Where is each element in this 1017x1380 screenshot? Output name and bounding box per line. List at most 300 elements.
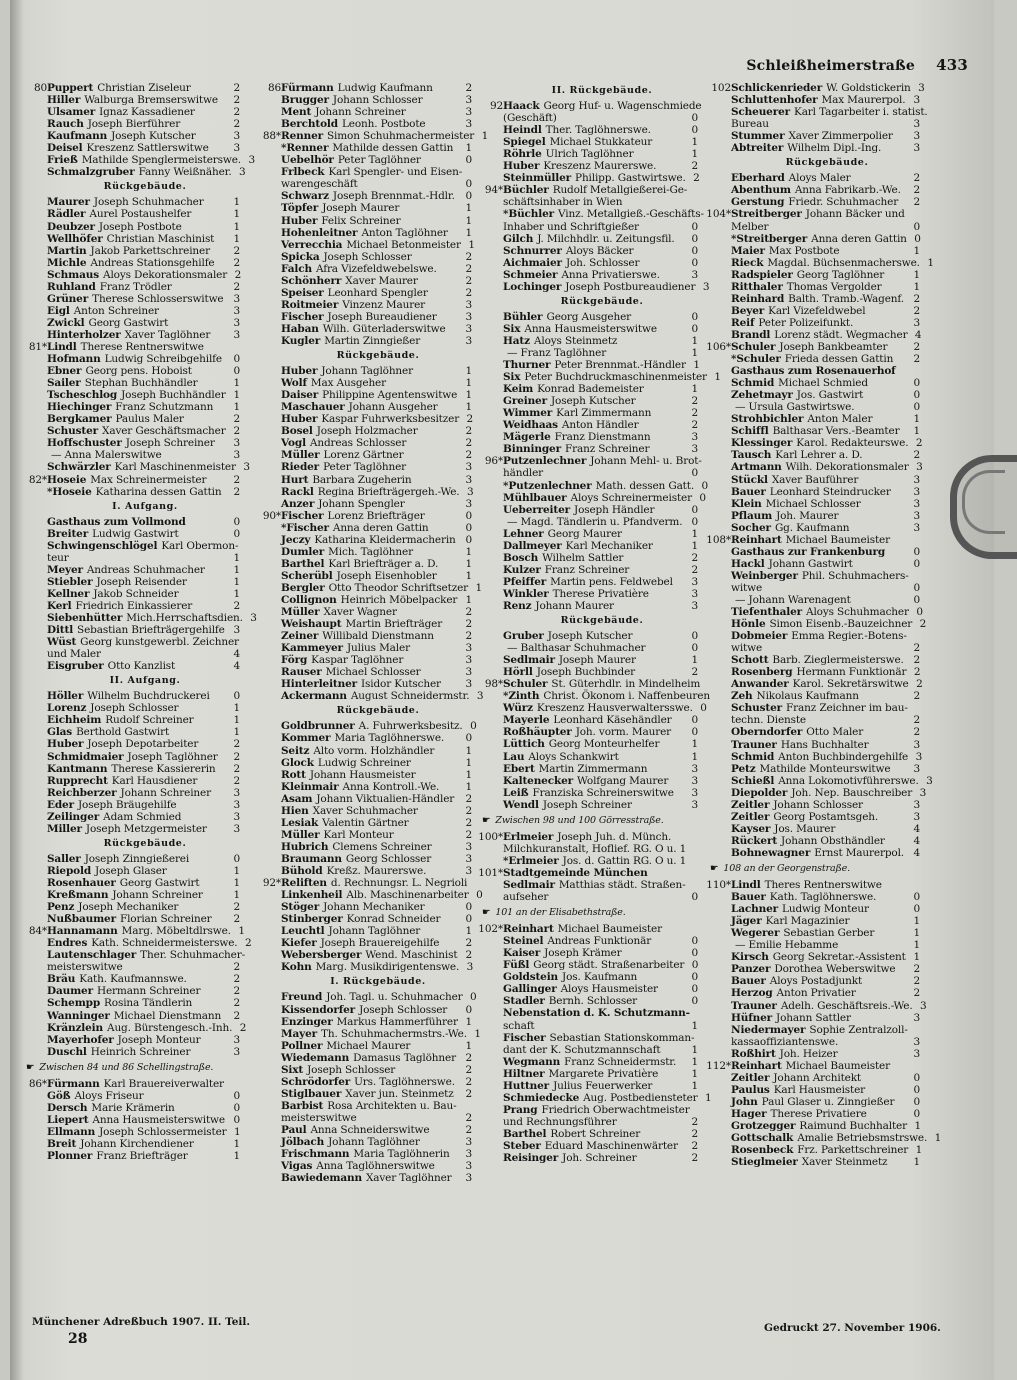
resident-occupation: Joseph Schreiner: [542, 798, 632, 811]
house-number: [704, 437, 731, 449]
house-number: 96*: [484, 455, 503, 468]
resident-occupation: Emma Regier.-Botens-: [791, 630, 907, 643]
floor-number: 3: [233, 328, 240, 341]
house-number: [254, 1124, 281, 1136]
resident-occupation: Joseph Schlosser: [90, 702, 179, 715]
directory-entry: [476, 136, 698, 148]
resident-occupation: Joseph Postbote: [98, 220, 182, 233]
house-number: [20, 106, 47, 118]
floor-number: [462, 166, 476, 178]
house-number: [254, 1172, 281, 1184]
house-number: [20, 401, 47, 413]
resident-name: Rupprecht: [47, 774, 108, 787]
floor-number: 1: [233, 726, 240, 739]
directory-entry: [476, 419, 698, 431]
directory-entry: [20, 811, 240, 823]
house-number: [476, 1152, 503, 1164]
house-number: [20, 1046, 47, 1058]
house-number: [704, 823, 731, 835]
resident-name: Liepert: [47, 1113, 89, 1126]
resident-occupation: Kath. Taglöhnerswe.: [769, 891, 877, 904]
resident-occupation: Joseph Händler: [574, 503, 655, 516]
directory-entry: [476, 1152, 698, 1164]
section-heading: II. Aufgang.: [109, 675, 181, 687]
floor-number: 0: [691, 244, 698, 257]
resident-name: Bauer: [731, 485, 766, 498]
resident-occupation: Kreszenz Sattlerswitwe: [86, 142, 209, 155]
floor-number: 2: [465, 425, 472, 438]
floor-number: 2: [465, 804, 472, 817]
house-number: [704, 558, 731, 570]
house-number: [254, 335, 281, 347]
floor-number: 4: [913, 834, 920, 847]
directory-entry: [704, 726, 920, 738]
directory-entry: [476, 935, 698, 947]
house-number: [476, 160, 503, 172]
resident-name: Dersch: [47, 1101, 88, 1114]
resident-occupation: Max Maurerpol.: [821, 94, 906, 107]
resident-occupation: Franz Schreiner: [564, 443, 650, 456]
house-number: [20, 913, 47, 925]
directory-entry: [20, 660, 240, 672]
directory-entry: [704, 317, 920, 329]
resident-occupation: Dorothea Weberswitwe: [774, 963, 896, 976]
resident-occupation: Aloys Maler: [788, 172, 851, 185]
house-number: [704, 1156, 731, 1168]
house-number: [254, 287, 281, 299]
floor-number: 3: [691, 774, 698, 787]
resident-name: Müller: [281, 828, 320, 841]
resident-occupation: und Rechnungsführer: [503, 1115, 617, 1128]
section-heading: I. Aufgang.: [112, 500, 178, 512]
house-number: [476, 855, 503, 867]
house-number: [476, 576, 503, 588]
directory-entry: [20, 245, 240, 257]
floor-number: 3: [233, 449, 240, 462]
resident-occupation: Joseph Kutscher: [547, 630, 633, 643]
entry-continuation: [476, 891, 698, 903]
resident-occupation: Aloys Friseur: [74, 1089, 144, 1102]
floor-number: 0: [470, 720, 477, 733]
floor-number: 3: [913, 118, 920, 131]
resident-name: Kaltenecker: [503, 774, 573, 787]
directory-entry: [254, 377, 472, 389]
floor-number: 4: [233, 660, 240, 673]
floor-number: 2: [913, 449, 920, 462]
resident-name: Fürmann: [281, 82, 334, 94]
floor-number: 3: [465, 118, 472, 131]
floor-number: 0: [691, 891, 698, 904]
resident-occupation: Johann Spengler: [318, 497, 405, 510]
directory-entry: [476, 371, 721, 384]
directory-entry: [254, 166, 472, 178]
directory-entry: [476, 678, 701, 691]
house-number: [476, 642, 503, 654]
house-number: [476, 371, 503, 383]
floor-number: 2: [913, 726, 920, 739]
resident-occupation: Robert Schreiner: [550, 1127, 641, 1140]
resident-name: Nebenstation d. K. Schutzmann-: [503, 1007, 690, 1020]
directory-entry: [20, 612, 257, 625]
house-number: 88*: [262, 130, 281, 143]
resident-occupation: Jos. Kaufmann: [562, 971, 638, 984]
resident-name: Breiter: [47, 527, 89, 540]
floor-number: 3: [691, 599, 698, 612]
house-number: [704, 172, 731, 184]
directory-entry: [20, 1021, 247, 1034]
directory-entry: [704, 293, 920, 305]
resident-occupation: Thomas Vergolder: [786, 280, 882, 293]
resident-occupation: Katharina Kleidermacherin: [314, 533, 456, 546]
resident-occupation: Johann Taglöhner: [328, 1136, 420, 1149]
house-number: [254, 1076, 281, 1088]
resident-occupation: Karl Brauereiverwalter: [103, 1077, 224, 1090]
resident-name: Ritthaler: [731, 280, 783, 293]
floor-number: 2: [691, 407, 698, 420]
floor-number: 2: [916, 678, 923, 691]
resident-name: Lehner: [503, 527, 544, 540]
resident-name: Schnurrer: [503, 244, 562, 257]
house-number: [20, 714, 47, 726]
house-number: [704, 799, 731, 811]
resident-occupation: aufseher: [503, 891, 549, 904]
floor-number: 1: [691, 1019, 698, 1032]
floor-number: 3: [233, 1045, 240, 1058]
directory-entry: [254, 498, 472, 510]
house-number: [254, 594, 281, 606]
resident-name: Leuchtl: [281, 925, 325, 938]
directory-entry: [704, 208, 920, 220]
directory-entry: [476, 504, 698, 516]
resident-name: Paulus: [731, 1083, 770, 1096]
directory-entry: [476, 208, 704, 221]
directory-entry: [20, 1150, 240, 1162]
resident-occupation: Johann Taglöhner: [328, 925, 421, 938]
resident-occupation: Paulus Maler: [115, 413, 184, 426]
resident-occupation: Joh. Heizer: [779, 1047, 838, 1060]
floor-number: 1: [913, 413, 920, 426]
directory-entry: [476, 528, 698, 540]
house-number: [20, 751, 47, 763]
directory-entry: [704, 1024, 920, 1036]
entry-continuation: [704, 118, 920, 130]
floor-number: 3: [465, 94, 472, 107]
resident-occupation: Johann Hausmeister: [309, 768, 416, 781]
resident-occupation: Aloys Hausmeister: [560, 983, 658, 996]
house-number: [476, 257, 503, 269]
resident-occupation: Georg Postamtsgeh.: [773, 810, 879, 823]
resident-name: Rott: [281, 768, 306, 781]
floor-number: 1: [714, 371, 721, 384]
entry-continuation: [704, 714, 920, 726]
floor-number: 0: [470, 991, 477, 1004]
floor-number: 0: [691, 959, 699, 972]
house-number: [476, 407, 503, 419]
house-number: [20, 281, 47, 293]
resident-name: Reif: [731, 316, 755, 329]
resident-occupation: Joh. Tagl. u. Schuhmacher: [326, 991, 463, 1004]
floor-number: 0: [691, 515, 698, 528]
house-number: [476, 879, 503, 891]
directory-entry: [20, 449, 240, 461]
resident-occupation: Ludwig Kaufmann: [337, 82, 433, 94]
resident-name: Radspieler: [731, 268, 793, 281]
resident-occupation: Hermann Schreiner: [96, 985, 201, 998]
directory-entry: [20, 877, 240, 889]
house-number: [254, 365, 281, 377]
directory-entry: [704, 449, 920, 461]
floor-number: 3: [913, 94, 920, 107]
directory-entry: [20, 540, 240, 552]
house-number: [476, 1104, 503, 1116]
directory-entry: [20, 341, 240, 353]
directory-entry: [254, 1124, 472, 1136]
resident-occupation: Karl Monteur: [323, 828, 394, 841]
floor-number: 2: [233, 280, 240, 293]
floor-number: 2: [233, 244, 240, 257]
house-number: [704, 702, 731, 714]
resident-name: Fischer: [281, 310, 324, 323]
floor-number: 2: [239, 1021, 247, 1034]
resident-name: Kommer: [281, 732, 331, 745]
floor-number: 0: [913, 1095, 920, 1108]
resident-occupation: Anton Maler: [807, 413, 873, 426]
resident-occupation: Aloys Steinmetz: [533, 334, 618, 347]
resident-name: Abenthum: [731, 184, 791, 197]
resident-name: Kayser: [731, 822, 771, 835]
directory-entry: [476, 383, 698, 395]
directory-entry: [20, 221, 240, 233]
resident-name: Sedlmair: [503, 879, 555, 891]
directory-entry: [704, 999, 927, 1012]
resident-occupation: Felix Schreiner: [321, 214, 401, 227]
resident-occupation: Adelh. Geschäftsreis.-We.: [780, 999, 913, 1012]
directory-entry: [254, 913, 472, 925]
page-number: 433: [936, 56, 968, 74]
directory-entry: [254, 486, 472, 498]
floor-number: 2: [913, 714, 920, 727]
directory-entry: [704, 389, 920, 401]
floor-number: 3: [465, 473, 472, 486]
resident-occupation: Alto vorm. Holzhändler: [313, 744, 435, 757]
resident-occupation: Leonhard Spengler: [327, 286, 428, 299]
floor-number: 1: [691, 750, 698, 763]
directory-entry: [254, 841, 472, 853]
directory-entry: [20, 305, 240, 317]
house-number: 92: [489, 100, 503, 113]
directory-entry: [254, 202, 472, 214]
house-number: 81*: [28, 340, 47, 353]
house-number: 104*: [706, 208, 731, 221]
resident-name: Bohnewagner: [731, 846, 811, 859]
resident-occupation: Aurel Postaushelfer: [89, 208, 192, 221]
house-number: [704, 269, 731, 281]
resident-name: Würz: [503, 702, 533, 715]
directory-entry: [476, 540, 698, 552]
resident-occupation: — Ursula Gastwirtswe.: [735, 401, 855, 414]
resident-name: Müller: [281, 606, 320, 619]
resident-occupation: Franz Schreiner: [544, 563, 630, 576]
directory-entry: [704, 927, 920, 939]
resident-name: Kohn: [281, 961, 312, 974]
floor-number: 1: [234, 1125, 241, 1138]
resident-name: Freund: [281, 991, 323, 1004]
directory-entry: [20, 94, 240, 106]
resident-name: Ueberreiter: [503, 503, 571, 516]
resident-name: Hiechinger: [47, 401, 112, 414]
resident-occupation: Joseph Holzmacher: [316, 425, 418, 438]
house-number: [476, 726, 503, 738]
resident-name: Sedlmair: [503, 654, 555, 667]
resident-name: Rosenberg: [731, 666, 793, 679]
resident-occupation: Alb. Maschinenarbeiter: [346, 889, 469, 902]
resident-name: *Büchler: [503, 208, 555, 221]
directory-entry: [20, 925, 245, 938]
resident-occupation: Joseph Schuhmacher: [93, 196, 204, 209]
directory-entry: [254, 437, 472, 449]
resident-occupation: Xaver Maurer: [345, 274, 418, 287]
house-number: [476, 959, 503, 971]
resident-name: Reinhart: [503, 923, 554, 936]
house-number: [704, 835, 731, 847]
directory-entry: [704, 142, 920, 154]
house-number: [20, 245, 47, 257]
house-number: [476, 775, 503, 787]
directory-entry: [704, 606, 923, 619]
directory-entry: [254, 215, 472, 227]
resident-name: *Schuler: [731, 353, 781, 366]
floor-number: 3: [913, 130, 920, 143]
resident-occupation: Vinzenz Maurer: [342, 298, 426, 311]
house-number: [254, 227, 281, 239]
house-number: [254, 991, 281, 1003]
resident-name: Kaiser: [503, 947, 541, 960]
floor-number: 0: [465, 178, 472, 191]
resident-occupation: Philippine Agentenswitwe: [322, 389, 458, 402]
floor-number: 2: [233, 1009, 240, 1022]
resident-occupation: Joseph Buchbinder: [536, 666, 636, 679]
resident-name: Scherübl: [281, 569, 333, 582]
resident-occupation: Xaver jun. Steinmetz: [345, 1087, 454, 1100]
directory-entry: [254, 925, 472, 937]
resident-name: Anzer: [281, 497, 315, 510]
resident-occupation: Hermann Funktionär: [796, 666, 907, 679]
house-number: [476, 311, 503, 323]
directory-entry: [704, 461, 923, 474]
directory-entry: [704, 377, 920, 389]
directory-entry: [476, 576, 698, 588]
directory-entry: [254, 461, 472, 473]
directory-entry: [20, 233, 240, 245]
house-number: [704, 257, 731, 269]
floor-number: 3: [913, 485, 920, 498]
house-number: [704, 365, 731, 377]
floor-number: 3: [919, 786, 927, 799]
resident-occupation: Michael Baumeister: [785, 533, 890, 546]
resident-name: Haban: [281, 322, 319, 335]
resident-name: Endres: [47, 937, 88, 950]
house-number: [254, 853, 281, 865]
resident-occupation: Rosa Architekten u. Bau-: [327, 1099, 457, 1112]
directory-page: [10, 0, 994, 1380]
floor-number: [906, 208, 920, 220]
house-number: [704, 245, 731, 257]
house-number: [704, 474, 731, 486]
resident-occupation: Johann Obsthändler: [781, 834, 885, 847]
resident-occupation: Willibald Dienstmann: [322, 630, 434, 643]
house-number: [20, 1090, 47, 1102]
entry-continuation: [476, 1020, 698, 1032]
resident-occupation: Kaspar Taglöhner: [311, 654, 404, 667]
resident-occupation: Aloys Dekorationsmaler: [103, 268, 228, 281]
resident-name: Hien: [281, 804, 309, 817]
directory-entry: [20, 949, 245, 962]
resident-name: Bühold: [281, 865, 323, 877]
floor-number: 3: [691, 431, 698, 444]
floor-number: [906, 879, 920, 891]
directory-entry: [476, 995, 698, 1007]
directory-entry: [476, 867, 698, 879]
resident-name: *Zinth: [503, 690, 540, 703]
directory-entry: [476, 983, 698, 995]
directory-entry: [704, 1144, 923, 1157]
directory-entry: [476, 269, 698, 281]
entry-continuation: [476, 467, 698, 479]
house-number: [476, 281, 503, 293]
resident-name: *Fischer: [281, 521, 329, 534]
floor-number: 0: [233, 852, 240, 865]
floor-number: 1: [915, 1144, 923, 1157]
resident-occupation: witwe: [731, 581, 763, 594]
resident-occupation: Ludwig Gastwirt: [92, 527, 179, 540]
resident-occupation: St. Güterhdlr. in Mindelheim: [551, 678, 701, 691]
resident-occupation: Ludwig Monteur: [782, 903, 869, 916]
directory-entry: [254, 522, 472, 534]
resident-occupation: Theres Rentnerswitwe: [764, 879, 882, 892]
house-number: [704, 1024, 731, 1036]
directory-entry: [704, 1072, 920, 1084]
directory-entry: [20, 142, 240, 154]
resident-occupation: Joseph Reisender: [96, 575, 187, 588]
floor-number: 1: [913, 951, 920, 964]
directory-entry: [476, 1032, 698, 1044]
house-number: [476, 552, 503, 564]
house-number: 82*: [28, 473, 47, 486]
directory-entry: [254, 757, 472, 769]
directory-entry: [704, 1108, 920, 1120]
entry-continuation: [20, 552, 240, 564]
resident-name: Steinel: [503, 935, 544, 948]
floor-number: 0: [913, 1107, 920, 1120]
floor-number: 3: [465, 106, 472, 119]
floor-number: 1: [691, 1079, 698, 1092]
house-number: [254, 486, 281, 498]
resident-name: Zehetmayr: [731, 389, 793, 402]
house-number: [704, 1012, 731, 1024]
resident-occupation: Joseph Depotarbeiter: [87, 738, 199, 751]
floor-number: 2: [233, 762, 240, 775]
floor-number: 3: [465, 310, 472, 323]
resident-occupation: Aloys Schankwirt: [528, 750, 619, 763]
resident-name: Klessinger: [731, 437, 793, 450]
house-number: [704, 847, 731, 859]
resident-occupation: Friedrich Oberwachtmeister: [541, 1103, 690, 1116]
house-number: [704, 630, 731, 642]
house-number: [476, 359, 503, 371]
resident-occupation: Joseph Schreiner: [125, 437, 215, 450]
directory-entry: [20, 973, 240, 985]
house-number: [476, 600, 503, 612]
